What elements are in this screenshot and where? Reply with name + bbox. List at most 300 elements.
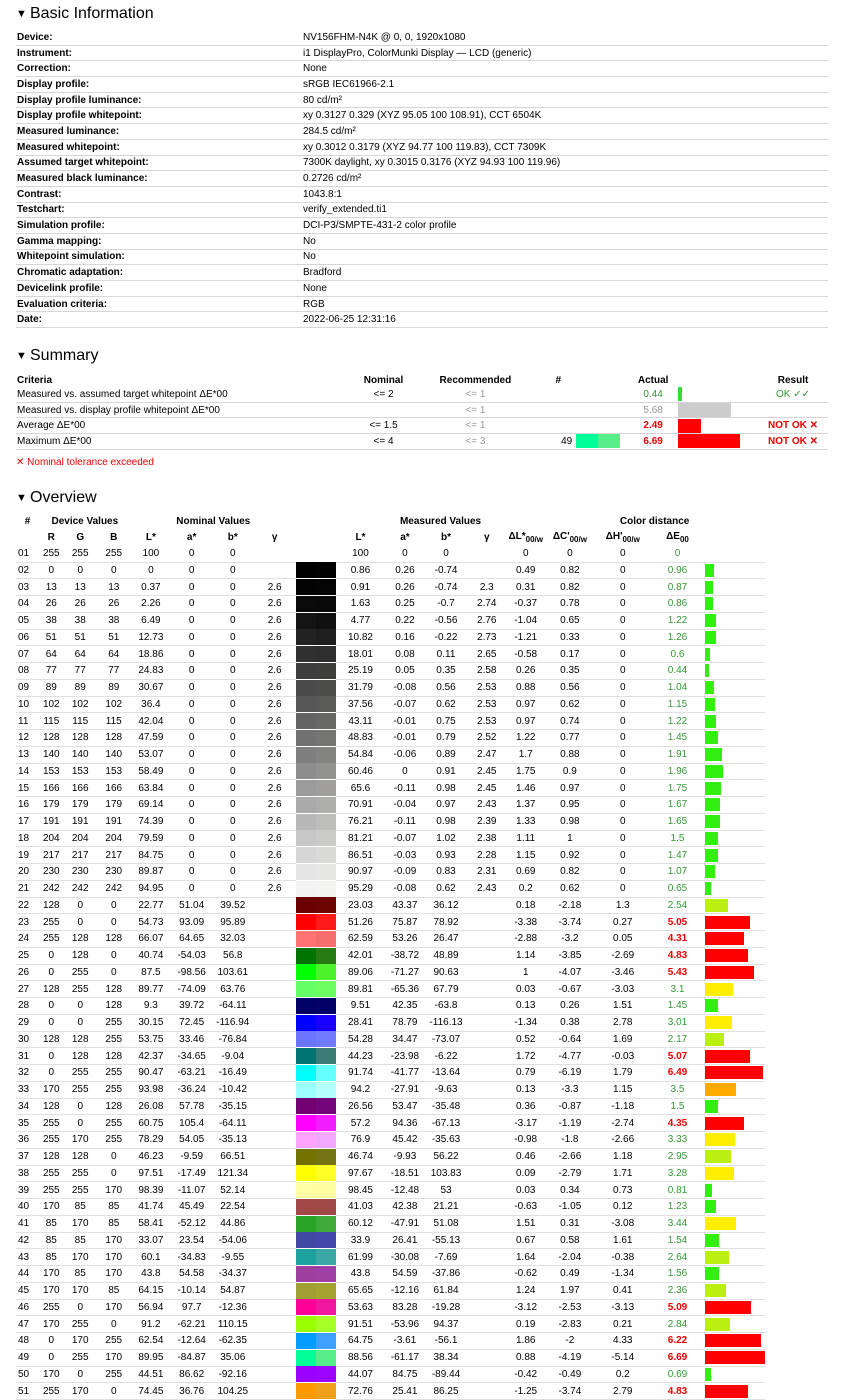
measured-cell: 21.21 [425,1199,466,1216]
nominal-cell: 128 [39,1098,63,1115]
col-1: G [76,532,85,544]
nominal-cell: 0 [63,1098,97,1115]
table-row [16,1031,844,1048]
delta-e-value: 1.75 [650,780,704,797]
measured-cell: 41.03 [336,1199,384,1216]
nominal-cell: 93.98 [131,1081,172,1098]
patch-number: 35 [16,1115,39,1132]
swatch-pair [296,546,337,562]
nominal-cell: 170 [63,1215,97,1232]
measured-cell: 95.29 [336,880,384,897]
distance-cell: 1.24 [507,1282,545,1299]
delta-e-value: 5.09 [650,1299,704,1316]
measured-cell: -30.08 [384,1249,425,1266]
summary-result [758,402,828,418]
distance-cell: 1.18 [595,1148,650,1165]
measured-cell: 36.12 [425,897,466,914]
patch-number: 24 [16,931,39,948]
delta-e-value: 0.6 [650,646,704,663]
nominal-cell [253,1349,296,1366]
info-value: NV156FHM-N4K @ 0, 0, 1920x1080 [302,30,828,45]
nominal-cell: 26 [63,596,97,613]
distance-cell: -0.87 [545,1098,596,1115]
delta-e-bar [705,679,765,696]
summary-bar [678,418,758,434]
color-swatch [296,1383,337,1400]
measured-cell: -0.11 [384,780,425,797]
measured-cell: -37.86 [425,1266,466,1283]
distance-cell: 4.33 [595,1333,650,1350]
delta-e-bar [705,646,765,663]
swatch-pair [296,1232,337,1248]
nominal-cell: 64 [97,646,131,663]
measured-cell: -53.96 [384,1316,425,1333]
table-row [16,1282,844,1299]
info-key: Testchart: [16,202,302,218]
color-swatch [296,629,337,646]
delta-e-bar-fill [705,1150,731,1163]
distance-cell: 1.97 [545,1282,596,1299]
patch-number: 02 [16,562,39,579]
nominal-cell: 102 [63,696,97,713]
nominal-cell: 170 [39,1316,63,1333]
distance-cell: 0 [595,646,650,663]
measured-cell: 2.31 [467,864,507,881]
delta-e-value: 1.23 [650,1199,704,1216]
delta-e-value: 0 [650,546,704,562]
collapse-triangle-icon[interactable]: ▼ [16,350,27,363]
patch-number: 43 [16,1249,39,1266]
group-device: Device Values [51,516,119,528]
collapse-triangle-icon[interactable]: ▼ [16,491,27,504]
nominal-cell: 2.6 [253,696,296,713]
nominal-cell: 0 [171,579,212,596]
nominal-cell: 0 [63,1014,97,1031]
delta-e-bar [705,864,765,881]
swatch-pair [296,797,337,813]
summary-bar [678,434,758,450]
nominal-cell: 42.04 [131,713,172,730]
nominal-cell: 42.37 [131,1048,172,1065]
info-key: Chromatic adaptation: [16,265,302,281]
color-swatch [296,897,337,914]
delta-e-bar [705,1282,765,1299]
collapse-triangle-icon[interactable]: ▼ [16,8,27,20]
patch-number: 05 [16,612,39,629]
nominal-cell: 47.59 [131,730,172,747]
delta-e-value: 3.44 [650,1215,704,1232]
distance-cell: -0.42 [507,1366,545,1383]
nominal-cell [253,1115,296,1132]
measured-cell: -0.01 [384,713,425,730]
nominal-cell: 2.6 [253,797,296,814]
distance-cell: 0 [595,864,650,881]
swatch-pair [296,747,337,763]
nominal-cell: 66.51 [212,1148,253,1165]
measured-cell: 94.36 [384,1115,425,1132]
delta-e-bar [705,998,765,1015]
nominal-cell [253,1282,296,1299]
nominal-cell: 128 [63,730,97,747]
measured-cell: 44.07 [336,1366,384,1383]
measured-cell: 100 [336,546,384,562]
nominal-cell: 255 [63,1349,97,1366]
color-swatch [296,1048,337,1065]
patch-number: 42 [16,1232,39,1249]
col-3: L* [145,532,156,544]
distance-cell: -0.37 [507,596,545,613]
nominal-cell: 255 [63,1065,97,1082]
nominal-cell [253,1031,296,1048]
patch-number: 33 [16,1081,39,1098]
delta-e-value: 1.56 [650,1266,704,1283]
nominal-cell: 204 [39,830,63,847]
patch-number: 19 [16,847,39,864]
color-swatch [296,562,337,579]
delta-e-bar [705,797,765,814]
measured-cell: -0.07 [384,830,425,847]
measured-cell: 0.91 [425,763,466,780]
nominal-cell: 204 [63,830,97,847]
measured-cell: 38.34 [425,1349,466,1366]
nominal-cell: 54.58 [171,1266,212,1283]
nominal-cell: 128 [97,730,131,747]
patch-number: 36 [16,1132,39,1149]
measured-cell: -6.22 [425,1048,466,1065]
nominal-cell: 170 [63,1333,97,1350]
info-row [16,45,828,61]
nominal-cell: 0 [212,797,253,814]
delta-e-bar-fill [705,882,711,895]
info-key: Evaluation criteria: [16,296,302,312]
nominal-cell: 0 [97,1165,131,1182]
table-row [16,746,844,763]
delta-e-bar-fill [705,1251,729,1264]
distance-cell: 0.41 [595,1282,650,1299]
nominal-cell: 64.15 [131,1282,172,1299]
measured-cell: 0.22 [384,612,425,629]
measured-cell: -47.91 [384,1215,425,1232]
nominal-cell: 0 [171,663,212,680]
color-swatch [296,730,337,747]
nominal-cell: 128 [97,1098,131,1115]
distance-cell: 0.98 [545,813,596,830]
delta-e-value: 1.15 [650,696,704,713]
nominal-cell: 0 [212,579,253,596]
summary-row [16,434,828,450]
measured-cell: 2.58 [467,663,507,680]
measured-cell: 42.38 [384,1199,425,1216]
nominal-cell: 255 [63,1081,97,1098]
nominal-cell: 51 [97,629,131,646]
table-row [16,763,844,780]
overview-column-row [16,530,844,546]
nominal-cell: 0 [212,813,253,830]
nominal-cell: 170 [63,1383,97,1400]
nominal-cell: 2.6 [253,679,296,696]
nominal-cell: 66.07 [131,931,172,948]
swatch-pair [296,1098,337,1114]
nominal-cell: 2.6 [253,847,296,864]
nominal-cell: 90.47 [131,1065,172,1082]
patch-number: 21 [16,880,39,897]
delta-e-value: 3.5 [650,1081,704,1098]
patch-number: 23 [16,914,39,931]
distance-cell: 1 [507,964,545,981]
measured-cell: 86.51 [336,847,384,864]
measured-cell: 4.77 [336,612,384,629]
distance-cell: 1.69 [595,1031,650,1048]
nominal-cell: 255 [63,1316,97,1333]
nominal-cell: -16.49 [212,1065,253,1082]
table-row [16,1316,844,1333]
delta-e-bar [705,696,765,713]
group-measured: Measured Values [399,516,482,528]
measured-cell: 94.2 [336,1081,384,1098]
delta-e-bar-fill [705,1066,763,1079]
swatch-pair [296,998,337,1014]
color-swatch [296,1165,337,1182]
delta-e-value: 5.07 [650,1048,704,1065]
measured-cell: 10.82 [336,629,384,646]
nominal-cell: 255 [63,981,97,998]
summary-row [16,418,828,434]
nominal-cell: 0 [212,562,253,579]
measured-cell [467,1266,507,1283]
patch-number: 10 [16,696,39,713]
swatch-pair [296,713,337,729]
nominal-cell: 2.6 [253,579,296,596]
distance-cell: 0.97 [507,713,545,730]
measured-cell: 2.43 [467,797,507,814]
nominal-cell: 93.09 [171,914,212,931]
nominal-cell: 18.86 [131,646,172,663]
measured-cell: -7.69 [425,1249,466,1266]
patch-number: 37 [16,1148,39,1165]
nominal-cell: 0 [171,730,212,747]
distance-cell: 0.78 [545,596,596,613]
delta-e-bar [705,1065,765,1082]
measured-cell: 0 [384,546,425,562]
info-value: RGB [302,296,828,312]
delta-e-bar [705,746,765,763]
measured-cell [467,1333,507,1350]
info-row [16,108,828,124]
measured-cell [467,1299,507,1316]
nominal-cell: 255 [39,1299,63,1316]
nominal-cell: 33.46 [171,1031,212,1048]
distance-cell: -0.64 [545,1031,596,1048]
distance-cell: 1.71 [595,1165,650,1182]
nominal-cell: 63.76 [212,981,253,998]
distance-cell: 0.82 [545,562,596,579]
nominal-cell: 30.67 [131,679,172,696]
measured-cell [467,1132,507,1149]
distance-cell: 0.74 [545,713,596,730]
distance-cell: 0 [545,546,596,562]
patch-number: 32 [16,1065,39,1082]
delta-e-value: 1.04 [650,679,704,696]
nominal-cell: 255 [97,1132,131,1149]
nominal-cell: 128 [39,1148,63,1165]
distance-cell: 2.78 [595,1014,650,1031]
distance-cell: -2.79 [545,1165,596,1182]
swatch-pair [296,646,337,662]
nominal-cell: 204 [97,830,131,847]
nominal-cell: 45.49 [171,1199,212,1216]
patch-number: 07 [16,646,39,663]
nominal-cell [253,1232,296,1249]
nominal-cell: 0 [171,847,212,864]
swatch-pair [296,1182,337,1198]
swatch-pair [296,881,337,897]
nominal-cell: 0 [97,562,131,579]
nominal-cell: -62.35 [212,1333,253,1350]
nominal-cell: 191 [63,813,97,830]
overview-heading[interactable]: ▼ Overview [16,484,844,512]
nominal-cell: 22.54 [212,1199,253,1216]
info-value: None [302,281,828,297]
delta-e-value: 0.81 [650,1182,704,1199]
col-6: γ [271,532,278,544]
nominal-cell: 0 [171,696,212,713]
swatch-pair [296,981,337,997]
col-5: b* [227,532,238,544]
nominal-cell: 0 [171,562,212,579]
delta-e-bar [705,1266,765,1283]
swatch-pair [296,663,337,679]
measured-cell: -65.36 [384,981,425,998]
delta-e-bar-fill [705,681,714,694]
color-swatch [296,646,337,663]
distance-cell: 0 [507,546,545,562]
measured-cell [467,1366,507,1383]
distance-cell: 0.09 [507,1165,545,1182]
delta-e-bar-fill [705,865,715,878]
measured-cell: 89.81 [336,981,384,998]
delta-e-value: 3.01 [650,1014,704,1031]
summary-actual: 5.68 [628,402,678,418]
basic-info-heading[interactable]: ▼ Basic Information [16,0,844,28]
distance-cell: 1.75 [507,763,545,780]
delta-e-bar-fill [705,1050,750,1063]
patch-number: 49 [16,1349,39,1366]
distance-cell: 0.17 [545,646,596,663]
info-value: 7300K daylight, xy 0.3015 0.3176 (XYZ 94.93 100 119.96) [302,155,828,171]
info-value: i1 DisplayPro, ColorMunki Display — LCD (generic) [302,45,828,61]
nominal-cell: 170 [63,1282,97,1299]
delta-e-bar-fill [705,782,721,795]
nominal-cell [253,1215,296,1232]
delta-e-value: 1.96 [650,763,704,780]
summary-heading[interactable]: ▼ Summary [16,342,844,370]
swatch-pair [296,1316,337,1332]
nominal-cell: 128 [63,1148,97,1165]
nominal-cell: 85 [63,1199,97,1216]
table-row [16,1299,844,1316]
color-swatch [296,830,337,847]
distance-cell: 0.62 [545,880,596,897]
nominal-cell: 54.87 [212,1282,253,1299]
col-10: γ [483,532,490,544]
distance-cell: -1.8 [545,1132,596,1149]
delta-e-value: 2.54 [650,897,704,914]
nominal-cell: -17.49 [171,1165,212,1182]
distance-cell: -2.53 [545,1299,596,1316]
info-row [16,233,828,249]
nominal-cell: 26 [39,596,63,613]
nominal-cell: 0 [63,1299,97,1316]
measured-cell: -18.51 [384,1165,425,1182]
col-bar [678,373,758,387]
nominal-cell: 0 [97,914,131,931]
measured-cell: -116.13 [425,1014,466,1031]
nominal-cell: 51.04 [171,897,212,914]
nominal-cell: 255 [97,1065,131,1082]
measured-cell: 54.28 [336,1031,384,1048]
nominal-cell: 2.6 [253,813,296,830]
patch-number: 20 [16,864,39,881]
distance-cell: 0 [595,880,650,897]
distance-cell: 0.46 [507,1148,545,1165]
nominal-cell: 255 [39,1383,63,1400]
nominal-cell [253,1299,296,1316]
distance-cell: 0.21 [595,1316,650,1333]
table-row [16,1199,844,1216]
nominal-cell: 77 [63,663,97,680]
table-row [16,1065,844,1082]
nominal-cell: 74.39 [131,813,172,830]
measured-cell [467,947,507,964]
measured-cell: -55.13 [425,1232,466,1249]
nominal-cell: 255 [63,546,97,562]
info-key: Display profile: [16,77,302,93]
delta-e-value: 5.43 [650,964,704,981]
measured-cell [467,1065,507,1082]
nominal-cell: 0 [212,546,253,562]
nominal-cell: 74.45 [131,1383,172,1400]
col-swatch [296,530,337,546]
distance-cell: 1.64 [507,1249,545,1266]
distance-cell: 0.88 [545,746,596,763]
nominal-cell [253,1182,296,1199]
delta-e-bar [705,947,765,964]
summary-criteria: Average ΔE*00 [16,418,357,434]
measured-cell [467,1249,507,1266]
measured-cell: 37.56 [336,696,384,713]
patch-number: 12 [16,730,39,747]
measured-cell: 42.01 [336,947,384,964]
measured-cell: 65.6 [336,780,384,797]
nominal-cell: 91.2 [131,1316,172,1333]
measured-cell: 53.47 [384,1098,425,1115]
distance-cell: -0.63 [507,1199,545,1216]
measured-cell: 86.25 [425,1383,466,1400]
nominal-cell: -9.59 [171,1148,212,1165]
col-2: B [110,532,118,544]
summary-patch [576,387,628,402]
distance-cell: -3.38 [507,914,545,931]
nominal-cell: -12.36 [212,1299,253,1316]
nominal-cell: 179 [63,797,97,814]
patch-number: 34 [16,1098,39,1115]
color-swatch [296,813,337,830]
measured-cell: 0.79 [425,730,466,747]
nominal-cell: -34.83 [171,1249,212,1266]
delta-e-bar [705,931,765,948]
delta-e-bar [705,1098,765,1115]
delta-e-bar-fill [705,1200,716,1213]
